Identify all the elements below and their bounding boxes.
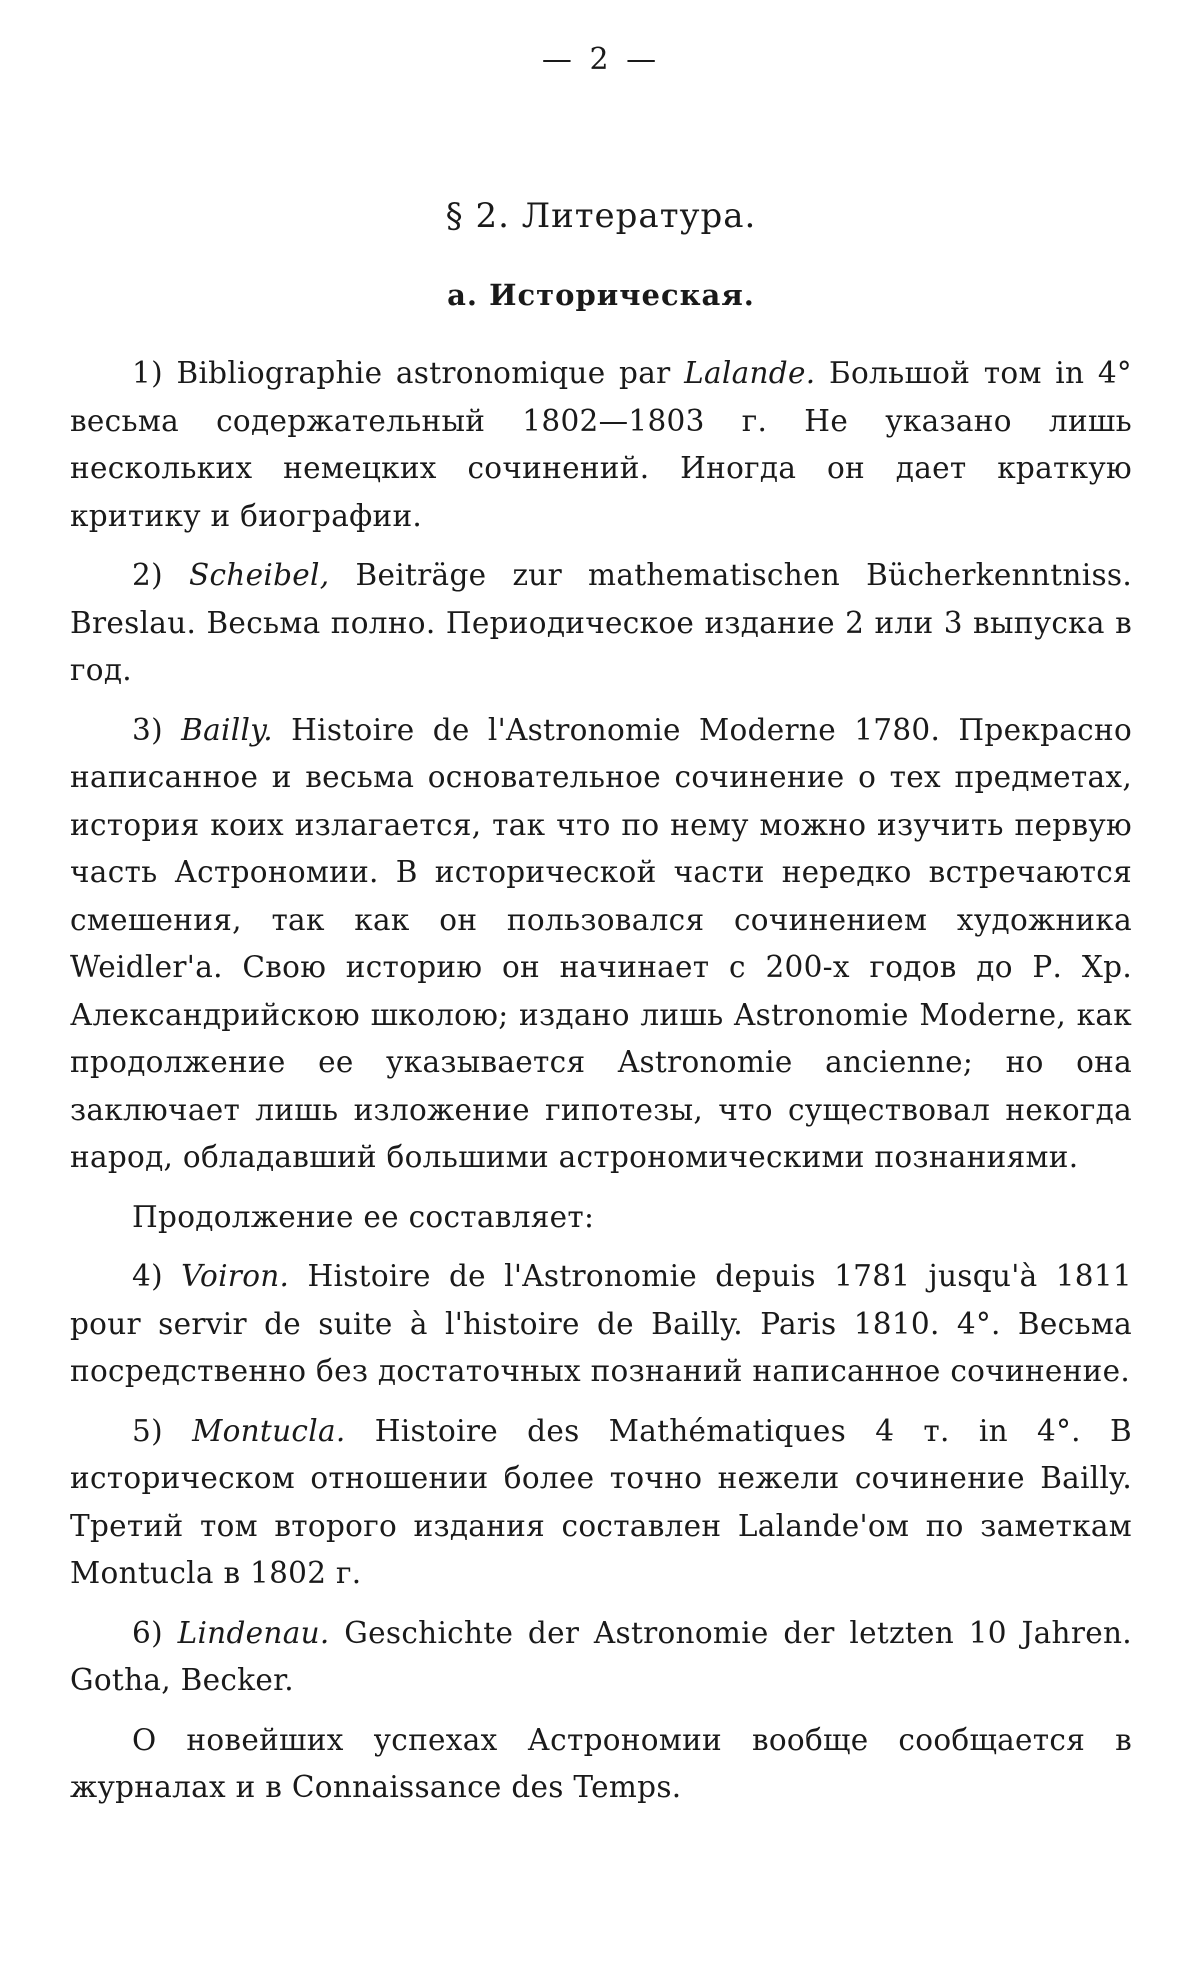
- entry-author: Voiron.: [181, 1259, 290, 1293]
- entry-text: Beiträge zur mathematischen Bücherkenntniss. Breslau. Весьма полно. Периодическое издание 2 или 3 выпуска в год.: [70, 558, 1133, 687]
- bibliography-entry-1: [70, 350, 1132, 540]
- section-title: § 2. Литература.: [445, 196, 757, 236]
- closing-paragraph: [70, 1717, 1132, 1812]
- bibliography-entry-4: [70, 1253, 1132, 1396]
- entry-text: Большой том in 4° весьма содержательный 1802—1803 г. Не указано лишь нескольких немецких сочинений. Иногда он дает краткую критику и биографии.: [70, 356, 1132, 533]
- entry-title: Bibliographie astronomique par: [176, 356, 671, 390]
- entry-author: Scheibel,: [188, 558, 330, 592]
- entry-author: Montucla.: [192, 1413, 346, 1448]
- entry-author: Lindenau.: [177, 1615, 330, 1650]
- entry-number: 1): [132, 356, 163, 390]
- continuation-note: [70, 1194, 1132, 1242]
- entry-text: Histoire de l'Astronomie depuis 1781 jusqu'à 1811 pour servir de suite à l'histoire de Bailly. Paris 1810. 4°. Весьма посредственно без достаточных познаний написанное сочинение.: [70, 1259, 1133, 1388]
- entry-text: Histoire de l'Astronomie Moderne 1780. Прекрасно написанное и весьма основательное сочинение о тех предметах, история коих излагается, так что по нему можно изучить первую часть Астрономии. В исторической части нередко встречаются смешения, так как он пользовался сочинением художника Weidler'a. Свою историю он начинает с 200-х годов до Р. Хр. Александрийскою школою; издано лишь Astronomie Moderne, как продолжение ее указывается Astronomie ancienne; но она заключает лишь изложение гипотезы, что существовал некогда народ, обладавший большими астрономическими познаниями.: [70, 712, 1132, 1174]
- entry-number: 4): [132, 1259, 163, 1293]
- page-number: — 2 —: [541, 42, 661, 77]
- entry-number: 3): [132, 712, 163, 747]
- entry-author: Lalande.: [684, 356, 816, 390]
- entry-number: 6): [132, 1615, 163, 1650]
- bibliography-entry-5: [70, 1408, 1132, 1598]
- entry-text: О новейших успехах Астрономии вообще сообщается в журналах и в Connaissance des Temps.: [70, 1722, 1132, 1804]
- bibliography-list: [70, 350, 1132, 1824]
- entry-number: 5): [132, 1413, 163, 1448]
- bibliography-entry-6: [70, 1610, 1132, 1705]
- bibliography-entry-2: [70, 552, 1132, 695]
- entry-author: Bailly.: [181, 712, 273, 747]
- entry-number: 2): [132, 558, 163, 592]
- subsection-title: а. Историческая.: [447, 278, 755, 312]
- entry-text: Продолжение ее составляет:: [132, 1199, 595, 1234]
- bibliography-entry-3: [70, 707, 1132, 1182]
- entry-text: Histoire des Mathématiques 4 т. in 4°. В историческом отношении более точно нежели сочинение Bailly. Третий том второго издания составлен Lalande'ом по заметкам Montucla в 1802 г.: [70, 1413, 1132, 1590]
- entry-text: Geschichte der Astronomie der letzten 10 Jahren. Gotha, Becker.: [70, 1615, 1132, 1697]
